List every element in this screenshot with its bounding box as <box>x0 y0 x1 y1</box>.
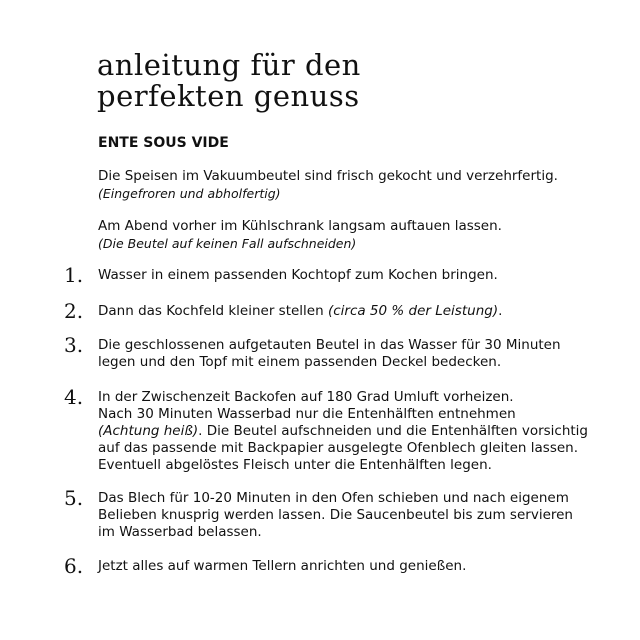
step-text <box>98 389 589 474</box>
step-number: 2. <box>64 299 84 323</box>
step-text <box>98 267 584 284</box>
step-line: legen und den Topf mit einem passenden Deckel bedecken. <box>98 354 502 370</box>
title-line-1: anleitung für den <box>97 48 361 82</box>
step-text <box>98 337 584 371</box>
step-line: Wasser in einem passenden Kochtopf zum Kochen bringen. <box>98 267 498 283</box>
intro-paragraph-1 <box>98 168 558 202</box>
step-line: auf das passende mit Backpapier ausgelegte Ofenblech gleiten lassen. <box>98 440 579 456</box>
intro-text: Die Speisen im Vakuumbeutel sind frisch gekocht und verzehrfertig. <box>98 168 558 184</box>
intro-paragraph-2 <box>98 218 502 252</box>
step-line <box>98 303 584 320</box>
step-number: 1. <box>64 263 84 287</box>
step-line: im Wasserbad belassen. <box>98 524 262 540</box>
step-line <box>98 423 589 440</box>
intro-note: (Die Beutel auf keinen Fall aufschneiden) <box>98 236 357 251</box>
step-line-italic: (circa 50 % der Leistung) <box>327 303 499 319</box>
step-line-italic: (Achtung heiß) <box>98 423 199 439</box>
step-line: Nach 30 Minuten Wasserbad nur die Entenhälften entnehmen <box>98 406 516 422</box>
step-line-main: Dann das Kochfeld kleiner stellen <box>98 303 328 319</box>
page-title <box>97 50 361 112</box>
step-text <box>98 303 584 320</box>
dish-heading: ENTE SOUS VIDE <box>98 135 229 151</box>
step-line: Belieben knusprig werden lassen. Die Saucenbeutel bis zum servieren <box>98 507 573 523</box>
title-line-2: perfekten genuss <box>97 79 360 113</box>
step-line: Jetzt alles auf warmen Tellern anrichten und genießen. <box>98 558 467 574</box>
step-line: Eventuell abgelöstes Fleisch unter die Entenhälften legen. <box>98 457 492 473</box>
step-text <box>98 558 584 575</box>
step-number: 4. <box>64 385 84 409</box>
step-line-rest: . Die Beutel aufschneiden und die Entenhälften vorsichtig <box>198 423 589 439</box>
step-line: Die geschlossenen aufgetauten Beutel in das Wasser für 30 Minuten <box>98 337 561 353</box>
intro-note: (Eingefroren und abholfertig) <box>98 186 281 201</box>
step-line-end: . <box>498 303 503 319</box>
step-line: Das Blech für 10-20 Minuten in den Ofen schieben und nach eigenem <box>98 490 569 506</box>
step-number: 6. <box>64 554 84 578</box>
step-number: 5. <box>64 486 84 510</box>
step-text <box>98 490 584 541</box>
step-number: 3. <box>64 333 84 357</box>
intro-text: Am Abend vorher im Kühlschrank langsam auftauen lassen. <box>98 218 502 234</box>
step-line: In der Zwischenzeit Backofen auf 180 Grad Umluft vorheizen. <box>98 389 514 405</box>
